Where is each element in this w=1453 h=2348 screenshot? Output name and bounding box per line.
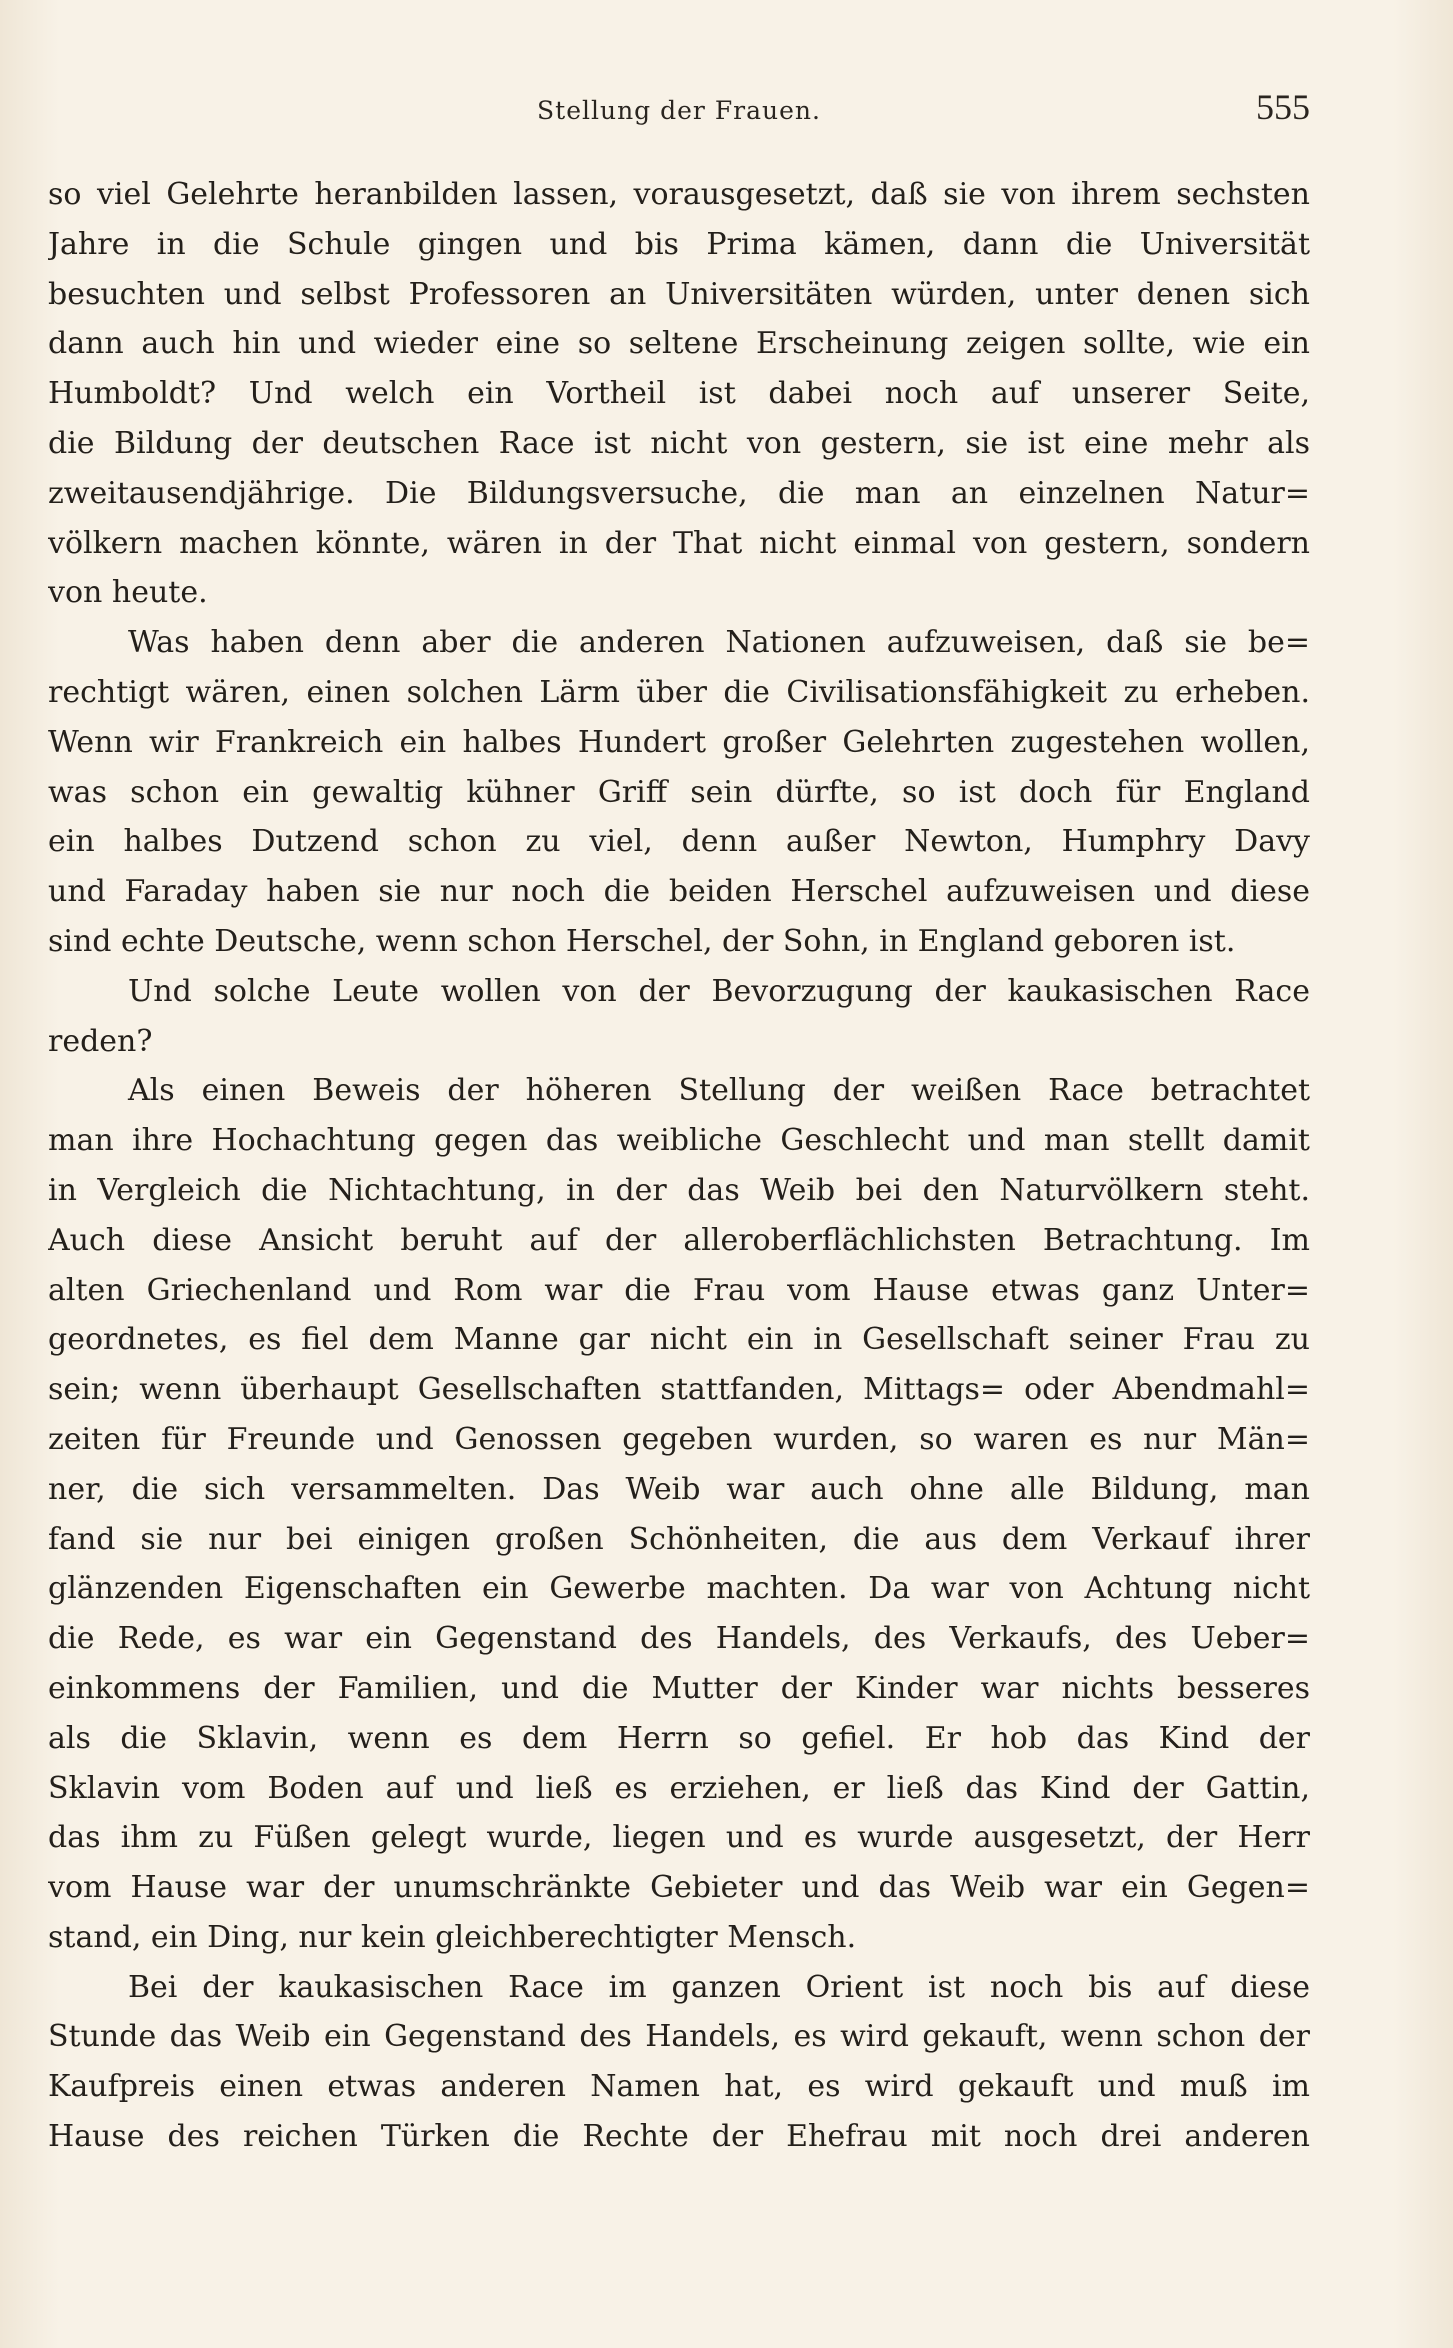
text-line: ner, die sich versammelten. Das Weib war auch ohne alle Bildung, man [48, 1471, 1310, 1507]
text-line: ein halbes Dutzend schon zu viel, denn außer Newton, Humphry Davy [48, 824, 1310, 860]
text-line: Hause des reichen Türken die Rechte der Ehefrau mit noch drei anderen [48, 2119, 1310, 2155]
text-line: Wenn wir Frankreich ein halbes Hundert großer Gelehrten zugestehen wollen, [48, 724, 1310, 760]
text-line: man ihre Hochachtung gegen das weibliche Geschlecht und man stellt damit [48, 1123, 1310, 1159]
text-line: zweitausendjährige. Die Bildungsversuche, die man an einzelnen Natur= [48, 475, 1310, 511]
text-line: und Faraday haben sie nur noch die beiden Herschel aufzuweisen und diese [48, 874, 1310, 910]
text-line: glänzenden Eigenschaften ein Gewerbe machten. Da war von Achtung nicht [48, 1571, 1310, 1607]
page-number: 555 [1256, 87, 1310, 127]
text-line: Stunde das Weib ein Gegenstand des Handels, es wird gekauft, wenn schon der [48, 2019, 1310, 2055]
text-line: die Bildung der deutschen Race ist nicht von gestern, sie ist eine mehr als [48, 425, 1310, 461]
text-line: fand sie nur bei einigen großen Schönheiten, die aus dem Verkauf ihrer [48, 1521, 1310, 1557]
text-line: einkommens der Familien, und die Mutter der Kinder war nichts besseres [48, 1670, 1310, 1706]
text-line: so viel Gelehrte heranbilden lassen, vorausgesetzt, daß sie von ihrem sechsten [48, 177, 1310, 212]
text-line: Was haben denn aber die anderen Nationen aufzuweisen, daß sie be= [128, 625, 1310, 661]
text-line: besuchten und selbst Professoren an Universitäten würden, unter denen sich [48, 276, 1310, 312]
text-line: reden? [48, 1023, 153, 1059]
running-title: Stellung der Frauen. [537, 96, 821, 125]
text-line: die Rede, es war ein Gegenstand des Handels, des Verkaufs, des Ueber= [48, 1621, 1310, 1657]
text-line: was schon ein gewaltig kühner Griff sein dürfte, so ist doch für England [48, 774, 1310, 810]
text-line: als die Sklavin, wenn es dem Herrn so gefiel. Er hob das Kind der [48, 1720, 1310, 1756]
text-line: vom Hause war der unumschränkte Gebieter und das Weib war ein Gegen= [48, 1870, 1310, 1906]
text-line: Sklavin vom Boden auf und ließ es erziehen, er ließ das Kind der Gattin, [48, 1770, 1310, 1806]
text-line: alten Griechenland und Rom war die Frau vom Hause etwas ganz Unter= [48, 1272, 1310, 1308]
text-line: geordnetes, es fiel dem Manne gar nicht ein in Gesellschaft seiner Frau zu [48, 1322, 1310, 1358]
text-line: Humboldt? Und welch ein Vortheil ist dabei noch auf unserer Seite, [48, 376, 1310, 412]
text-line: Auch diese Ansicht beruht auf der alleroberflächlichsten Betrachtung. Im [48, 1222, 1310, 1258]
text-line: Und solche Leute wollen von der Bevorzugung der kaukasischen Race [128, 973, 1310, 1009]
text-line: stand, ein Ding, nur kein gleichberechtigter Mensch. [48, 1919, 857, 1955]
text-line: sind echte Deutsche, wenn schon Herschel, der Sohn, in England geboren ist. [48, 923, 1236, 959]
text-line: Kaufpreis einen etwas anderen Namen hat, es wird gekauft und muß im [48, 2069, 1310, 2105]
text-line: Bei der kaukasischen Race im ganzen Orient ist noch bis auf diese [128, 1969, 1310, 2005]
body-text [48, 170, 1310, 2162]
text-line: Jahre in die Schule gingen und bis Prima kämen, dann die Universität [48, 226, 1310, 262]
text-line: das ihm zu Füßen gelegt wurde, liegen und es wurde ausgesetzt, der Herr [48, 1820, 1310, 1856]
text-line: Als einen Beweis der höheren Stellung der weißen Race betrachtet [128, 1073, 1310, 1109]
running-head [48, 86, 1310, 134]
text-line: rechtigt wären, einen solchen Lärm über die Civilisationsfähigkeit zu erheben. [48, 674, 1310, 710]
text-line: zeiten für Freunde und Genossen gegeben wurden, so waren es nur Män= [48, 1421, 1310, 1457]
text-line: in Vergleich die Nichtachtung, in der das Weib bei den Naturvölkern steht. [48, 1172, 1310, 1208]
text-line: von heute. [48, 575, 208, 611]
text-line: völkern machen könnte, wären in der That nicht einmal von gestern, sondern [48, 525, 1310, 561]
text-line: dann auch hin und wieder eine so seltene Erscheinung zeigen sollte, wie ein [48, 326, 1310, 362]
text-line: sein; wenn überhaupt Gesellschaften stattfanden, Mittags= oder Abendmahl= [48, 1372, 1310, 1408]
